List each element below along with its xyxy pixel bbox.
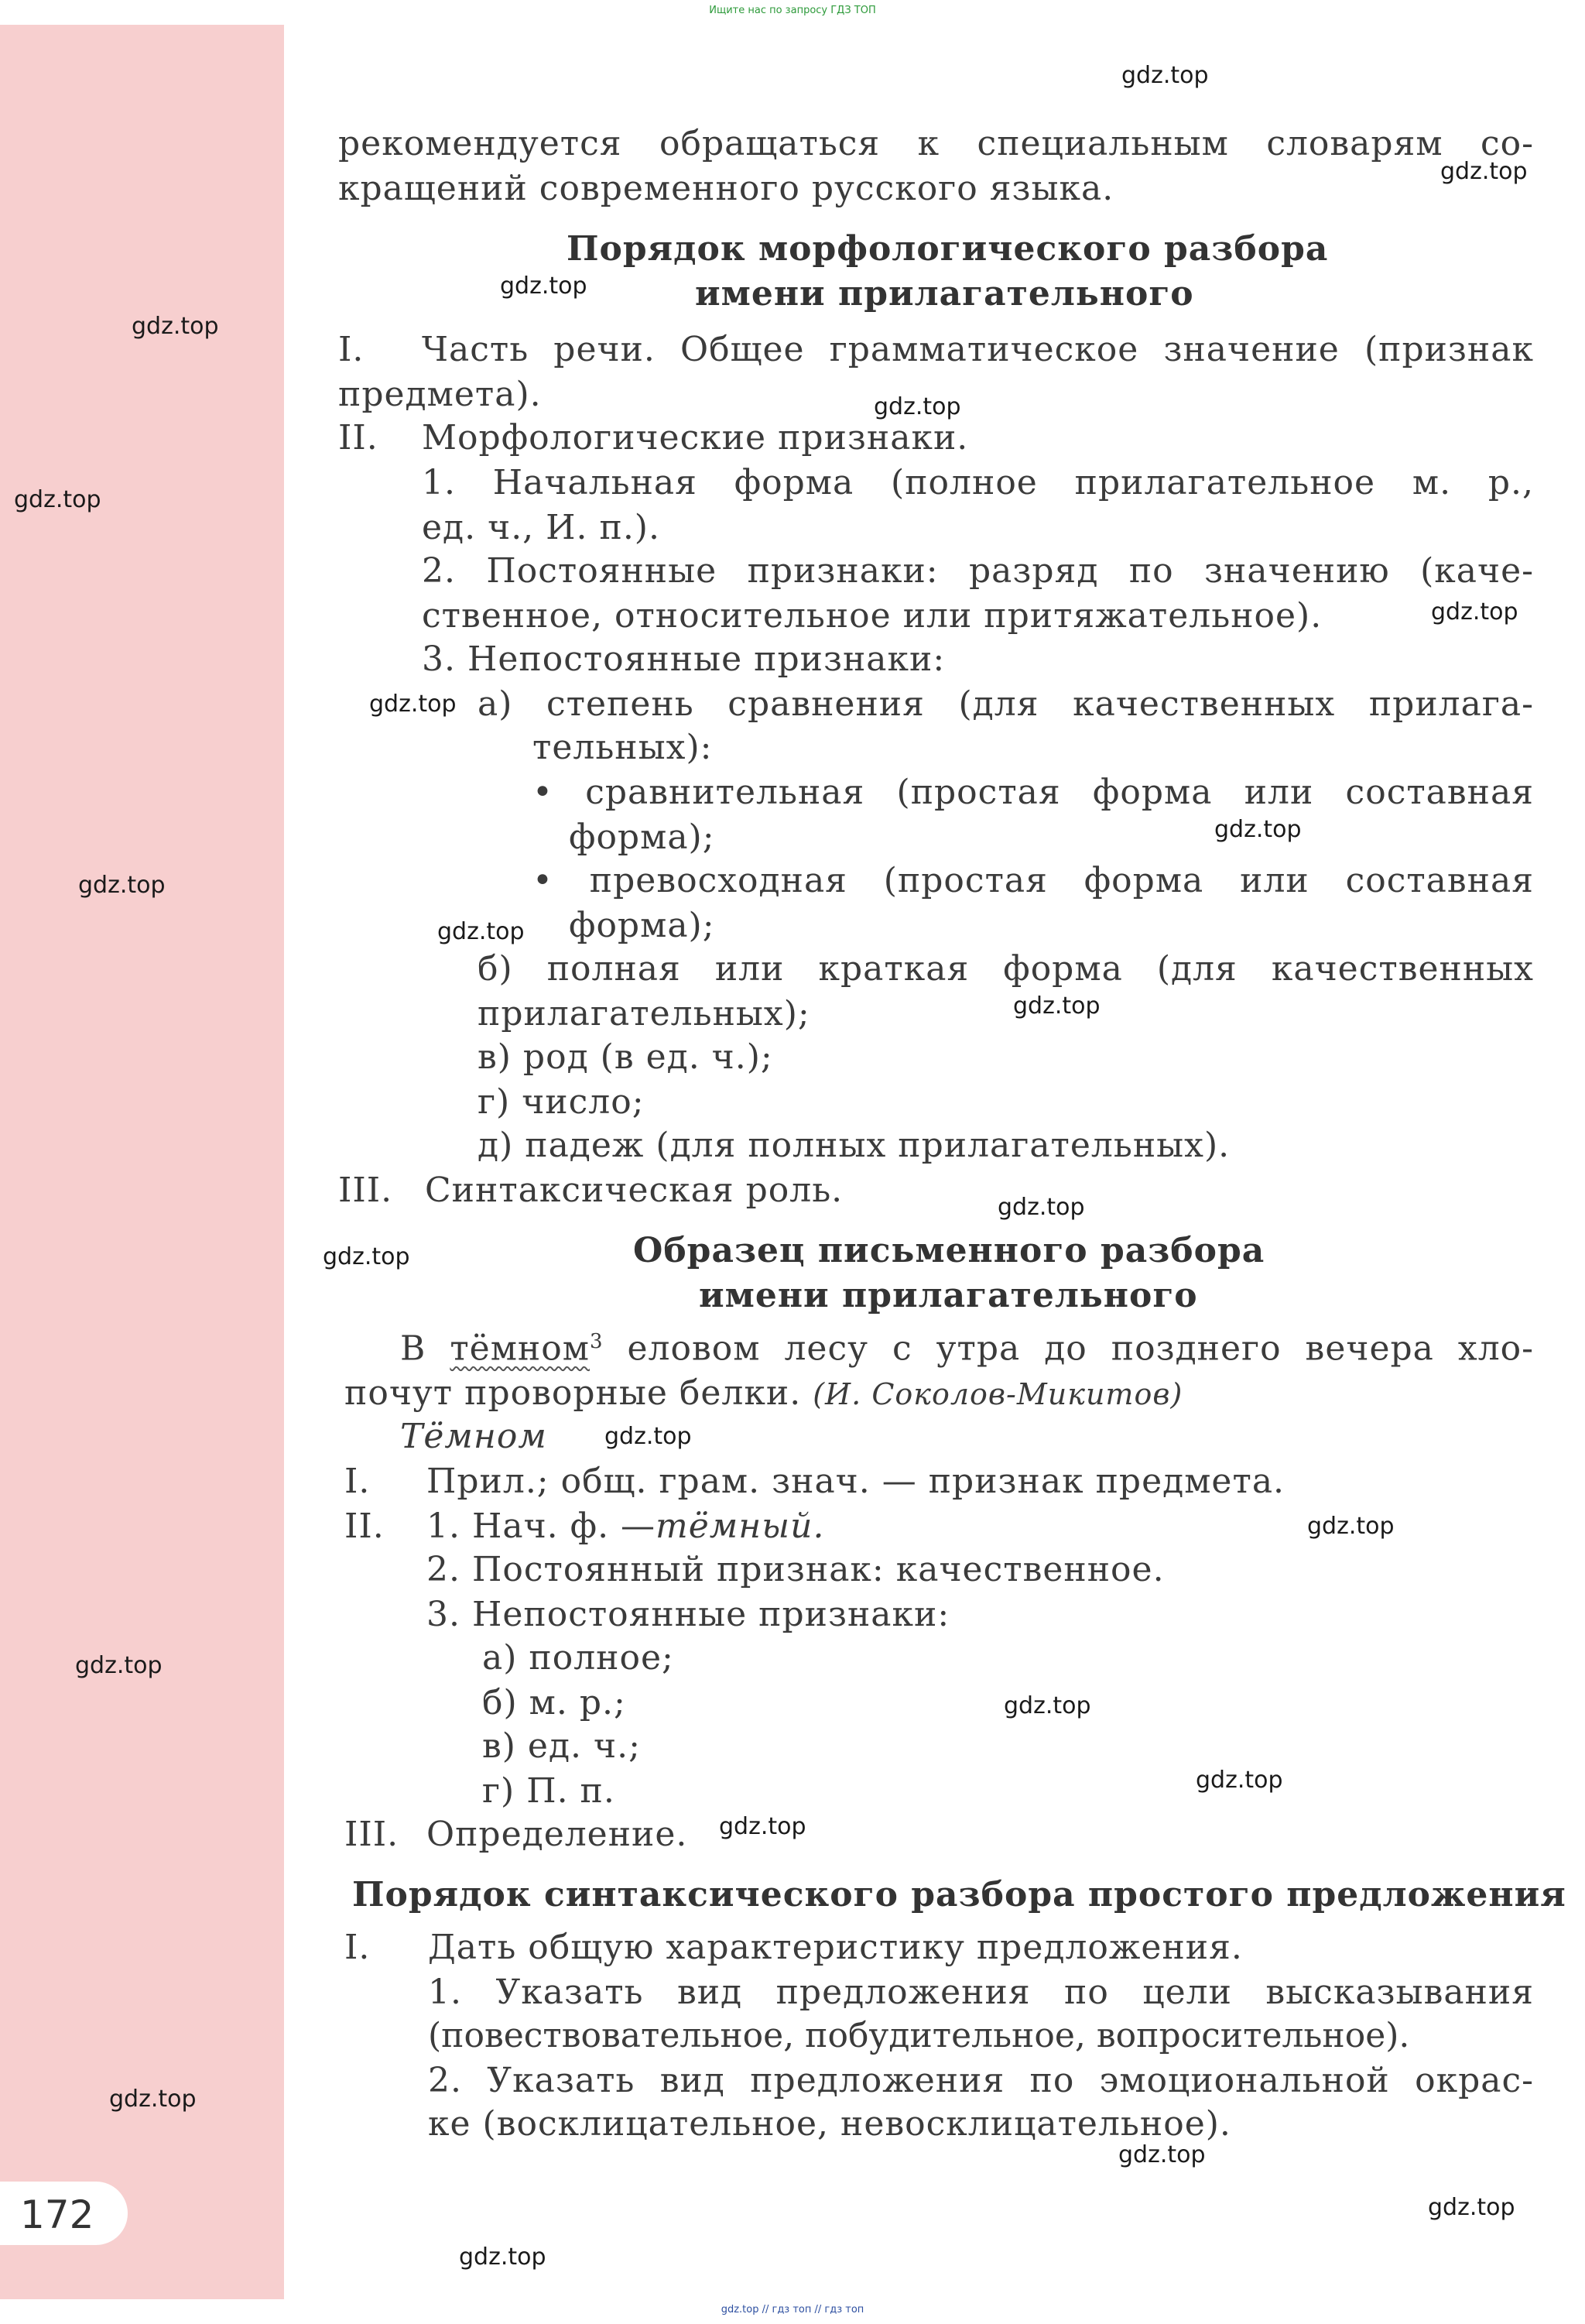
watermark: gdz.top: [459, 2243, 546, 2271]
watermark: gdz.top: [1307, 1513, 1395, 1540]
list-item: в) ед. ч.;: [482, 1726, 641, 1766]
parsed-word: Тёмном: [400, 1417, 547, 1456]
watermark: gdz.top: [1214, 816, 1302, 843]
watermark: gdz.top: [604, 1423, 692, 1450]
list-item: в) род (в ед. ч.);: [478, 1037, 773, 1077]
list-item: тельных):: [532, 728, 713, 767]
list-item: ке (восклицательное, невосклицательное).: [428, 2104, 1231, 2144]
list-item: [426, 1506, 825, 1546]
list-item: г) число;: [478, 1082, 645, 1122]
example-author: (И. Соколов-Микитов): [813, 1377, 1183, 1411]
list-item: ед. ч., И. п.).: [422, 508, 660, 547]
example-text: почут проворные белки.: [344, 1373, 802, 1413]
example-sentence: [400, 1328, 1534, 1369]
watermark: gdz.top: [1004, 1692, 1091, 1719]
watermark: gdz.top: [719, 1813, 806, 1840]
list-item: 2. Постоянный признак: качественное.: [426, 1550, 1165, 1589]
list-item: 1. Указать вид предложения по цели высказывания: [428, 1973, 1534, 2012]
watermark: gdz.top: [1118, 2141, 1206, 2168]
watermark: gdz.top: [75, 1652, 163, 1679]
section-title: Порядок синтаксического разбора простого предложения: [352, 1875, 1566, 1914]
list-item: а) полное;: [482, 1638, 674, 1678]
watermark: gdz.top: [132, 313, 219, 340]
list-item: предмета).: [338, 375, 542, 414]
bottom-footer-note: gdz.top // гдз топ // гдз топ: [721, 2304, 864, 2315]
list-item: 2. Постоянные признаки: разряд по значению (каче-: [422, 551, 1534, 591]
list-number: I.: [344, 1462, 371, 1501]
section-title: Образец письменного разбора: [633, 1231, 1265, 1270]
example-underlined-word: тёмном: [450, 1328, 590, 1369]
list-number: II.: [338, 418, 378, 458]
page-number: 172: [20, 2192, 94, 2237]
list-item: 2. Указать вид предложения по эмоциональной окрас-: [428, 2061, 1534, 2100]
section-title: имени прилагательного: [695, 274, 1194, 314]
list-item: 3. Непостоянные признаки:: [422, 639, 946, 679]
list-item: д) падеж (для полных прилагательных).: [478, 1126, 1231, 1165]
list-item: Дать общую характеристику предложения.: [428, 1928, 1243, 1967]
section-title: Порядок морфологического разбора: [567, 229, 1329, 269]
example-superscript: 3: [589, 1330, 604, 1353]
list-item-word: тёмный.: [656, 1506, 825, 1546]
list-item: 3. Непостоянные признаки:: [426, 1595, 950, 1634]
watermark: gdz.top: [998, 1194, 1085, 1221]
watermark: gdz.top: [874, 393, 961, 420]
watermark: gdz.top: [1428, 2194, 1515, 2221]
list-number: I.: [344, 1928, 371, 1967]
list-item-text: 1. Нач. ф. —: [426, 1506, 656, 1546]
intro-line: кращений современного русского языка.: [338, 169, 1114, 208]
page-margin-sidebar: [0, 25, 284, 2299]
list-item: ственное, относительное или притяжательное).: [422, 596, 1323, 636]
list-item: форма);: [569, 906, 715, 945]
list-item: форма);: [569, 818, 715, 857]
watermark: gdz.top: [1013, 992, 1101, 1020]
list-item: (повествовательное, побудительное, вопросительное).: [428, 2016, 1410, 2055]
example-text: еловом лесу с утра до позднего вечера хло-: [603, 1328, 1534, 1369]
list-item: Синтаксическая роль.: [425, 1171, 844, 1210]
watermark: gdz.top: [1196, 1767, 1283, 1794]
top-search-note: Ищите нас по запросу ГДЗ ТОП: [709, 5, 876, 16]
watermark: gdz.top: [1121, 62, 1209, 89]
list-item: прилагательных);: [478, 994, 810, 1033]
watermark: gdz.top: [1440, 158, 1528, 185]
example-text: В: [400, 1328, 450, 1369]
example-sentence: [344, 1373, 1183, 1413]
watermark: gdz.top: [78, 872, 166, 899]
watermark: gdz.top: [437, 918, 525, 945]
list-item: Прил.; общ. грам. знач. — признак предмета.: [426, 1462, 1285, 1501]
list-item: Морфологические признаки.: [422, 418, 969, 458]
list-item: 1. Начальная форма (полное прилагательное м. р.,: [422, 463, 1534, 502]
section-title: имени прилагательного: [699, 1276, 1198, 1315]
list-item: б) полная или краткая форма (для качественных: [478, 949, 1534, 989]
watermark: gdz.top: [369, 691, 457, 718]
list-number: I.: [338, 330, 365, 369]
list-item: • превосходная (простая форма или составная: [532, 861, 1534, 900]
list-item: • сравнительная (простая форма или составная: [532, 773, 1534, 812]
watermark: gdz.top: [109, 2086, 197, 2113]
watermark: gdz.top: [1431, 598, 1518, 626]
list-number: II.: [344, 1506, 385, 1546]
watermark: gdz.top: [14, 486, 101, 513]
list-item: а) степень сравнения (для качественных прилага-: [478, 684, 1534, 724]
list-item: б) м. р.;: [482, 1683, 626, 1722]
list-number: III.: [338, 1171, 393, 1210]
watermark: gdz.top: [500, 273, 587, 300]
list-number: III.: [344, 1815, 399, 1854]
list-item: Часть речи. Общее грамматическое значение (признак: [422, 330, 1534, 369]
intro-line: рекомендуется обращаться к специальным словарям со-: [338, 124, 1534, 163]
list-item: г) П. п.: [482, 1771, 615, 1811]
watermark: gdz.top: [323, 1243, 410, 1270]
list-item: Определение.: [426, 1815, 688, 1854]
